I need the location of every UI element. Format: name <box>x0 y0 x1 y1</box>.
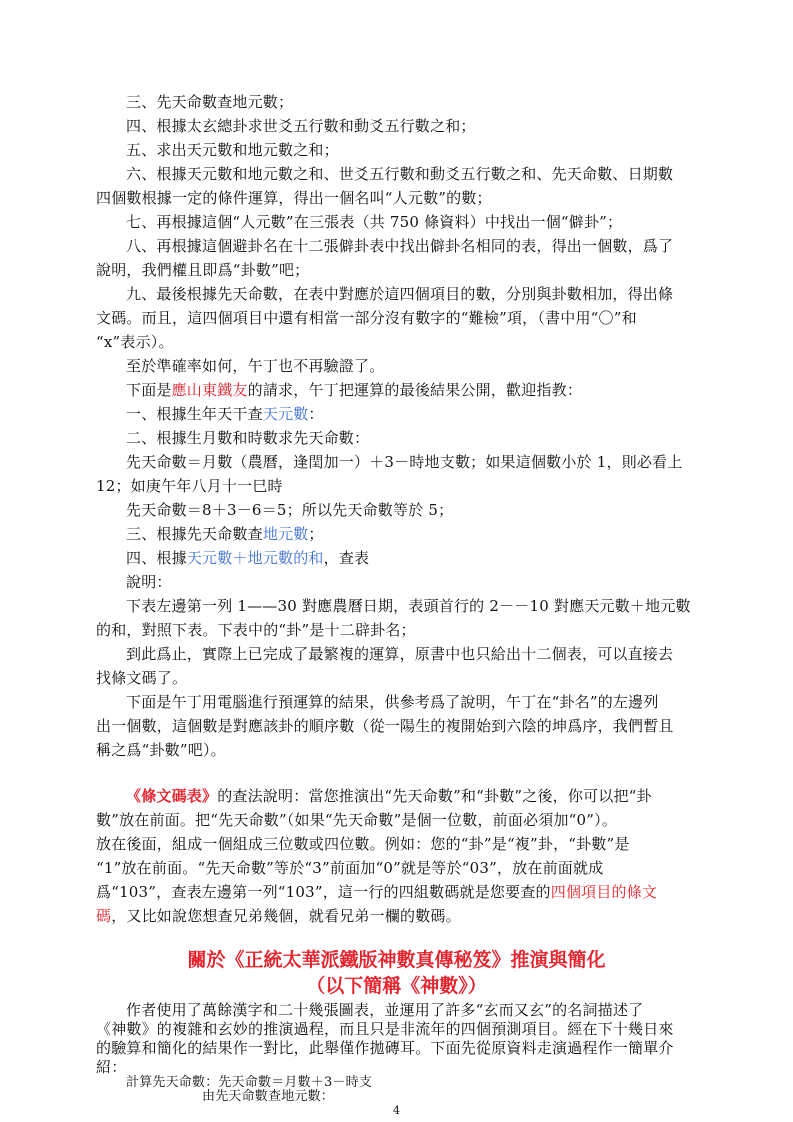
table-name-red: 《條文碼表》 <box>126 787 218 805</box>
text-line: 文碼。而且，這四個項目中還有相當一部分沒有數字的“難檢”項，（書中用“〇”和 <box>96 309 637 327</box>
text-line: 八、再根據這個避卦名在十二張僻卦表中找出僻卦名相同的表，得出一個數，爲了 <box>126 237 674 255</box>
text-line: “x”表示）。 <box>96 333 174 351</box>
highlight-red: 應山東鐵友 <box>171 381 248 399</box>
text-span: ： <box>308 405 324 423</box>
text-line <box>126 404 324 424</box>
highlight-blue: 天元數＋地元數的和 <box>186 549 324 567</box>
text-line: 說明： <box>126 573 172 591</box>
text-line: 九、最後根據先天命數，在表中對應於這四個項目的數，分別與卦數相加，得出條 <box>126 285 674 303</box>
text-span: 的請求，午丁把運算的最後結果公開，歡迎指教： <box>247 381 583 399</box>
text-line: 三、先天命數查地元數； <box>126 93 294 111</box>
text-line: 四個數根據一定的條件運算，得出一個名叫“人元數”的數； <box>96 189 492 207</box>
section-subheading: （以下簡稱《神數》） <box>306 975 487 997</box>
text-line <box>126 524 324 544</box>
text-line <box>126 786 652 806</box>
text-line <box>96 882 657 902</box>
text-span: 下面是 <box>126 381 172 399</box>
text-line: 數”放在前面。把“先天命數”（如果“先天命數”是個一位數，前面必須加“0”）。 <box>96 811 618 829</box>
highlight-red: 四個項目的條文 <box>550 883 658 901</box>
text-line: 到此爲止，實際上已完成了最繁複的運算，原書中也只給出十二個表，可以直接去 <box>126 645 674 663</box>
text-line: 先天命數＝月數（農曆，逢閏加一）＋3－時地支數；如果這個數小於 1，則必看上 <box>126 453 683 471</box>
highlight-blue: 天元數 <box>262 405 309 423</box>
text-line: 下表左邊第一列 1——30 對應農曆日期，表頭首行的 2－－10 對應天元數＋地元數 <box>126 597 691 615</box>
text-line: 找條文碼了。 <box>96 669 188 687</box>
text-span: 四、根據 <box>126 549 187 567</box>
text-line: 二、根據生月數和時數求先天命數： <box>126 429 370 447</box>
text-line: 由先天命數查地元數： <box>202 1089 335 1104</box>
text-line: 出一個數，這個數是對應該卦的順序數（從一陽生的複開始到六陰的坤爲序，我們暫且 <box>96 717 674 735</box>
text-line: 四、根據太玄總卦求世爻五行數和動爻五行數之和； <box>126 117 476 135</box>
text-line <box>96 906 461 926</box>
text-line: 放在後面，組成一個組成三位數或四位數。例如：您的“卦”是“複”卦，“卦數”是 <box>96 835 630 853</box>
text-line: 稱之爲“卦數”吧）。 <box>96 741 226 759</box>
text-line: 《神數》的複雜和玄妙的推演過程，而且只是非流年的四個預測項目。經在下十幾日來 <box>96 1020 674 1038</box>
text-span: 三、根據先天命數查 <box>126 525 263 543</box>
highlight-red: 碼 <box>96 907 112 925</box>
text-line: 12；如庚午年八月十一巳時 <box>96 477 283 495</box>
page-number: 4 <box>393 1104 400 1117</box>
text-line: 五、求出天元數和地元數之和； <box>126 141 339 159</box>
text-span: ； <box>308 525 324 543</box>
text-span: 一、根據生年天干查 <box>126 405 263 423</box>
text-span: ，查表 <box>323 549 370 567</box>
text-span: 爲“103”，查表左邊第一列“103”，這一行的四組數碼就是您要查的 <box>96 883 551 901</box>
text-line: 的和，對照下表。下表中的“卦”是十二辟卦名； <box>96 621 416 639</box>
text-line: 先天命數＝8＋3－6＝5；所以先天命數等於 5； <box>126 501 454 519</box>
section-heading: 關於《正統太華派鐵版神數真傳秘笈》推演與簡化 <box>187 949 606 971</box>
text-line: 的驗算和簡化的結果作一對比，此舉僅作拋磚耳。下面先從原資料走演過程作一簡單介 <box>96 1039 674 1057</box>
text-line: 紹： <box>96 1058 127 1076</box>
text-span: ，又比如說您想查兄弟幾個，就看兄弟一欄的數碼。 <box>111 907 461 925</box>
text-line <box>126 548 369 568</box>
text-line: 說明，我們權且即爲“卦數”吧； <box>96 261 310 279</box>
text-line: 計算先天命數：先天命數＝月數＋3－時支 <box>126 1075 373 1090</box>
text-line: 作者使用了萬餘漢字和二十幾張圖表，並運用了許多“玄而又玄”的名詞描述了 <box>126 1001 644 1019</box>
highlight-blue: 地元數 <box>262 525 309 543</box>
text-line: 下面是午丁用電腦進行預運算的結果，供參考爲了說明，午丁在“卦名”的左邊列 <box>126 693 659 711</box>
text-line <box>126 380 582 400</box>
text-line: 至於準確率如何，午丁也不再驗證了。 <box>126 357 385 375</box>
text-line: “1”放在前面。“先天命數”等於“3”前面加“0”就是等於“03”，放在前面就成 <box>96 859 604 877</box>
text-line: 七、再根據這個“人元數”在三張表（共 750 條資料）中找出一個“僻卦”； <box>126 213 623 231</box>
text-line: 六、根據天元數和地元數之和、世爻五行數和動爻五行數之和、先天命數、日期數 <box>126 165 674 183</box>
text-span: 的查法說明：當您推演出“先天命數”和“卦數”之後，你可以把“卦 <box>217 787 652 805</box>
